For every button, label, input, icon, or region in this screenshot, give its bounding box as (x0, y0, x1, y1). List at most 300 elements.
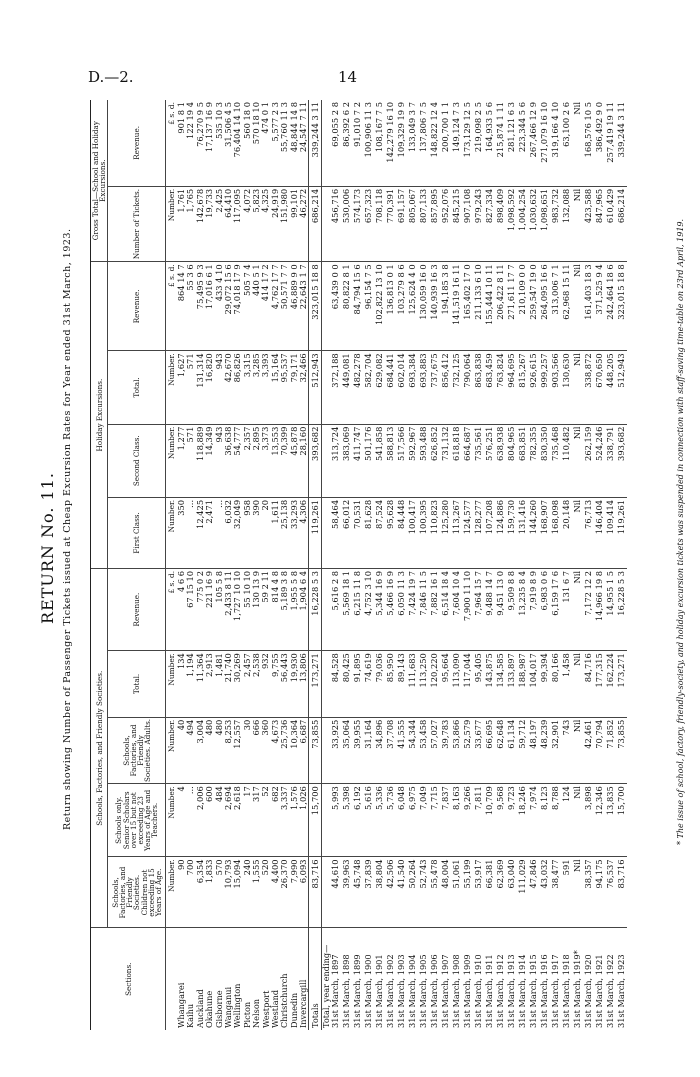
table-cell: 1,904 6 4 (298, 568, 308, 650)
table-cell: 64,410 (223, 186, 232, 262)
row-label: 31st March, 1913 (506, 954, 517, 1028)
table-cell: 79,171 (289, 351, 298, 424)
table-cell: 6,032 (223, 497, 232, 568)
table-cell: 845,215 (451, 186, 462, 262)
table-cell: 10,709 (484, 784, 495, 857)
table-cell: 35,064 (341, 717, 352, 784)
table-cell: 91,895 (352, 651, 363, 718)
table-cell: ... (186, 784, 195, 857)
table-cell: 83,716 (616, 857, 627, 928)
table-cell: 6,192 (352, 784, 363, 857)
table-cell: 323,015 18 8 (308, 262, 321, 351)
table-cell: 600 (205, 784, 214, 857)
table-cell: 80,425 (341, 651, 352, 718)
table-cell: 9,509 8 8 (506, 568, 517, 650)
table-cell: 84,448 (396, 497, 407, 568)
table-cell: 3,004 (195, 717, 204, 784)
table-cell: 15,700 (308, 784, 321, 857)
table-cell: 683,851 (517, 424, 528, 497)
table-cell: 943 (214, 424, 223, 497)
table-cell: 99,101 (289, 186, 298, 262)
table-cell: 6,354 (195, 857, 204, 928)
table-cell: 223,344 5 6 (517, 100, 528, 186)
table-cell: 128,277 (473, 497, 484, 568)
table-cell: 95,628 (385, 497, 396, 568)
table-cell: Number. (166, 186, 177, 262)
table-cell: 146,404 (594, 497, 605, 568)
table-cell: Nil (572, 651, 583, 718)
table-cell: 16,228 5 3 (308, 568, 321, 650)
table-cell: 7,964 15 7 (473, 568, 484, 650)
table-cell: 338,872 (583, 351, 594, 424)
table-cell: 440 5 1 (252, 262, 261, 351)
table-cell: 7,715 (429, 784, 440, 857)
table-cell: 31,164 (363, 717, 374, 784)
sections-header: Sections. (91, 928, 166, 1030)
table-cell: 1,765 (186, 186, 195, 262)
table-cell: 6,975 (407, 784, 418, 857)
table-cell: 52,579 (462, 717, 473, 784)
table-cell: 52 (261, 784, 270, 857)
table-cell: Nil (572, 857, 583, 928)
table-cell: 19,930 (289, 651, 298, 718)
table-cell: 1,030,632 (528, 186, 539, 262)
table-cell: 5,993 (330, 784, 341, 857)
table-cell: 30 (242, 717, 251, 784)
table-cell: 134 (176, 651, 185, 718)
table-row (298, 100, 308, 1030)
table-cell: 964,695 (506, 351, 517, 424)
table-cell: 54,777 (233, 424, 242, 497)
table-cell: 5,577 2 3 (270, 100, 279, 186)
table-cell: 958 (242, 497, 251, 568)
table-cell: 520 (261, 857, 270, 928)
table-cell: 84,794 15 6 (352, 262, 363, 351)
table-row (594, 100, 605, 1030)
table-cell: 591 (561, 857, 572, 928)
table-cell: 132,088 (561, 186, 572, 262)
table-cell: 59,712 (517, 717, 528, 784)
table-row (214, 100, 223, 1030)
table-cell: 151,980 (280, 186, 289, 262)
table-cell (321, 100, 330, 186)
table-cell: 864 14 7 (176, 262, 185, 351)
table-cell: 61,134 (506, 717, 517, 784)
table-cell: 36,638 (223, 424, 232, 497)
table-cell: 952,076 (440, 186, 451, 262)
table-cell: 125,624 4 0 (407, 262, 418, 351)
row-label: Auckland (194, 989, 205, 1028)
row-label: Gisborne (213, 990, 224, 1028)
table-cell: 117,044 (462, 651, 473, 718)
table-cell: 12,557 (233, 717, 242, 784)
table-row (605, 100, 616, 1030)
table-cell: 10,793 (223, 857, 232, 928)
first-class-header: First Class. (108, 497, 166, 568)
table-row (330, 100, 341, 1030)
table-cell: 313,006 7 1 (550, 262, 561, 351)
table-cell: 63,040 (506, 857, 517, 928)
table-cell (321, 262, 330, 351)
table-cell: 73,855 (308, 717, 321, 784)
table-row (280, 100, 289, 1030)
table-cell: 74,619 (363, 651, 374, 718)
table-cell: 570 (214, 857, 223, 928)
table-cell: 87,524 (374, 497, 385, 568)
row-label: 31st March, 1909 (462, 954, 473, 1028)
table-cell: 371,525 9 4 (594, 262, 605, 351)
table-cell: 271,079 16 10 (539, 100, 550, 186)
table-cell: 863,838 (473, 351, 484, 424)
table-cell: 9,266 (462, 784, 473, 857)
row-label: Invercargill (298, 979, 309, 1028)
table-row (484, 100, 495, 1030)
table-cell: 3,315 (242, 351, 251, 424)
table-cell: 530,006 (341, 186, 352, 262)
table-cell: 206,422 8 11 (495, 262, 506, 351)
table-cell: 339,244 3 11 (308, 100, 321, 186)
row-label: 31st March, 1919* (572, 950, 583, 1028)
table-cell: 735,561 (473, 424, 484, 497)
table-row (396, 100, 407, 1030)
table-cell: 143,875 (484, 651, 495, 718)
table-cell: 423,588 (583, 186, 594, 262)
table-cell: 95,405 (473, 651, 484, 718)
table-cell: 39,963 (341, 857, 352, 928)
table-cell: 512,943 (308, 351, 321, 424)
table-cell: 76,270 9 5 (195, 100, 204, 186)
table-cell: 94,175 (594, 857, 605, 928)
table-cell: 907,108 (462, 186, 473, 262)
table-cell: 7,900 11 10 (462, 568, 473, 650)
table-cell: 4,306 (298, 497, 308, 568)
table-cell: 456,716 (330, 186, 341, 262)
table-cell (321, 568, 330, 650)
table-cell: 6,215 11 8 (352, 568, 363, 650)
row-label: Whangarei (176, 982, 186, 1028)
table-cell: 37,839 (363, 857, 374, 928)
table-cell: 20,148 (561, 497, 572, 568)
table-row (473, 100, 484, 1030)
table-cell: 96,154 7 5 (363, 262, 374, 351)
table-cell: 588,813 (385, 424, 396, 497)
table-cell: 5,736 (385, 784, 396, 857)
table-cell: 5,616 (363, 784, 374, 857)
table-cell: 267,466 12 9 (528, 100, 539, 186)
second-class-header: Second Class. (108, 424, 166, 497)
table-cell: 100,906 11 3 (363, 100, 374, 186)
table-cell: 11,364 (195, 651, 204, 718)
table-cell: 983,732 (550, 186, 561, 262)
table-cell: 48,004 (440, 857, 451, 928)
table-cell: 626,852 (429, 424, 440, 497)
table-cell: 15,094 (233, 857, 242, 928)
table-cell: 100,417 (407, 497, 418, 568)
table-cell: 110,482 (561, 424, 572, 497)
gross-revenue-header: Revenue. (108, 100, 166, 186)
table-cell: 242,464 18 6 (605, 262, 616, 351)
table-cell: 2,425 (214, 186, 223, 262)
table-cell: 9,755 (270, 651, 279, 718)
table-row (517, 100, 528, 1030)
table-cell: Number. (166, 424, 177, 497)
page-number: 14 (338, 68, 358, 86)
table-cell: 571 (186, 424, 195, 497)
table-cell: 512,943 (616, 351, 627, 424)
table-row (550, 100, 561, 1030)
table-cell: 70,531 (352, 497, 363, 568)
table-row (270, 100, 279, 1030)
table-cell: 505 7 4 (242, 262, 251, 351)
table-cell: 168,098 (550, 497, 561, 568)
table-cell: 168,576 10 5 (583, 100, 594, 186)
table-cell: 411,747 (352, 424, 363, 497)
table-cell: 979,243 (473, 186, 484, 262)
table-cell: 393,682 (616, 424, 627, 497)
table-cell: 142,279 16 10 (385, 100, 396, 186)
table-cell: 602,014 (396, 351, 407, 424)
table-cell: 1,611 (270, 497, 279, 568)
table-cell: 80,166 (550, 651, 561, 718)
table-cell: 4 (176, 784, 185, 857)
table-cell: 50,571 7 7 (280, 262, 289, 351)
table-cell: 136,813 0 1 (385, 262, 396, 351)
table-cell: 259,547 19 0 (528, 262, 539, 351)
row-label: 31st March, 1903 (396, 954, 407, 1028)
table-cell: Nil (572, 351, 583, 424)
table-cell: 122 19 4 (186, 100, 195, 186)
table-cell: 7,882 16 1 (429, 568, 440, 650)
row-label: Christchurch (279, 973, 290, 1028)
table-cell: 6,093 (298, 857, 308, 928)
excursion-tickets-table (90, 100, 627, 1030)
table-cell: 3,898 (583, 784, 594, 857)
table-cell: 84,528 (330, 651, 341, 718)
table-cell (321, 717, 330, 784)
table-cell: 58,464 (330, 497, 341, 568)
table-cell: 12,425 (195, 497, 204, 568)
row-label: 31st March, 1911 (484, 954, 495, 1028)
table-row (561, 100, 572, 1030)
table-cell: 159,730 (506, 497, 517, 568)
table-cell: 4,762 17 7 (270, 262, 279, 351)
footnote: * The issue of school, factory, friendly-society, and holiday excursion tickets was suspended in connection with staff-saving time-table on 23rd April, 1919. (676, 218, 685, 845)
table-cell: 10,364 (289, 717, 298, 784)
table-cell: 55,760 11 3 (280, 100, 289, 186)
table-row (616, 100, 627, 1030)
table-cell: 17,137 16 9 (205, 100, 214, 186)
table-row (252, 100, 261, 1030)
table-cell: 118,889 (195, 424, 204, 497)
table-cell: 570 18 10 (252, 100, 261, 186)
table-cell: 524,246 (594, 424, 605, 497)
table-cell: 24,919 (270, 186, 279, 262)
table-cell: 535 10 3 (214, 100, 223, 186)
table-cell: 3,373 (261, 424, 270, 497)
adults-header: Schools, Factories, and Friendly Societies. Adults. (108, 717, 166, 784)
table-cell: £ s. d. (166, 262, 177, 351)
table-cell: 592,967 (407, 424, 418, 497)
table-cell: 75,495 9 3 (195, 262, 204, 351)
table-cell: 708,118 (374, 186, 385, 262)
table-cell: 3,393 (261, 351, 270, 424)
table-row (374, 100, 385, 1030)
table-cell (321, 424, 330, 497)
table-cell: 130,630 (561, 351, 572, 424)
table-cell: 142,678 (195, 186, 204, 262)
table-cell: 732,125 (451, 351, 462, 424)
table-cell: 164,933 5 6 (484, 100, 495, 186)
table-cell: 86,826 (233, 351, 242, 424)
table-cell: 103,279 8 6 (396, 262, 407, 351)
table-cell: 9,488 14 7 (484, 568, 495, 650)
table-cell: 5,616 2 8 (330, 568, 341, 650)
table-cell: 38,804 (374, 857, 385, 928)
table-cell: 735,468 (550, 424, 561, 497)
table-row (261, 100, 270, 1030)
table-cell: 8,163 (451, 784, 462, 857)
table-cell: 5,336 (374, 784, 385, 857)
table-cell: 494 (186, 717, 195, 784)
table-cell: 25,138 (280, 497, 289, 568)
table-cell: 54,344 (407, 717, 418, 784)
row-label (166, 928, 177, 1030)
table-cell: 240 (242, 857, 251, 928)
table-cell: Nil (572, 100, 583, 186)
table-row (462, 100, 473, 1030)
table-cell: 141,519 16 11 (451, 262, 462, 351)
table-cell: 1,955 5 8 (289, 568, 298, 650)
table-cell: 386,492 9 0 (594, 100, 605, 186)
table-cell: 131,314 (195, 351, 204, 424)
table-cell: 7,846 11 5 (418, 568, 429, 650)
row-label: Westland (269, 989, 280, 1028)
table-cell: 137,806 7 5 (418, 100, 429, 186)
table-cell: 7,049 (418, 784, 429, 857)
row-label: Wellington (232, 983, 243, 1028)
table-row (539, 100, 550, 1030)
table-cell: 45,878 (289, 424, 298, 497)
table-row (195, 100, 204, 1030)
row-label: Dunedin (288, 992, 299, 1028)
table-row (186, 100, 195, 1030)
table-cell: 111,683 (407, 651, 418, 718)
table-cell: 449,081 (341, 351, 352, 424)
table-cell: 5,823 (252, 186, 261, 262)
table-cell: 323,015 18 8 (616, 262, 627, 351)
table-cell: 74,018 17 9 (233, 262, 242, 351)
table-cell: 38,357 (583, 857, 594, 928)
page-code: D.—2. (88, 68, 134, 86)
holiday-group-header: Holiday Excursions. (91, 262, 108, 569)
table-cell: 815,267 (517, 351, 528, 424)
table-row (440, 100, 451, 1030)
table-cell: ... (214, 497, 223, 568)
table-cell: 814 4 8 (270, 568, 279, 650)
table-cell: Nil (572, 497, 583, 568)
table-cell: 3,285 (252, 351, 261, 424)
table-cell: 2,457 (242, 651, 251, 718)
table-cell: 691,157 (396, 186, 407, 262)
table-cell: 30,269 (233, 651, 242, 718)
table-cell (321, 651, 330, 718)
table-cell: 53,866 (451, 717, 462, 784)
table-cell (321, 351, 330, 424)
table-cell: 55,199 (462, 857, 473, 928)
table-cell: 629,082 (374, 351, 385, 424)
row-label: 31st March, 1915 (528, 954, 539, 1028)
table-cell: 33,925 (330, 717, 341, 784)
table-cell: 618,818 (451, 424, 462, 497)
table-cell: 162,224 (605, 651, 616, 718)
table-cell: 48,239 (539, 717, 550, 784)
row-label: 31st March, 1898 (341, 954, 352, 1028)
table-cell: 1,481 (214, 651, 223, 718)
table-cell: 111,029 (517, 857, 528, 928)
schools-revenue-header: Revenue. (108, 568, 166, 650)
table-row (583, 100, 594, 1030)
table-cell: 737,675 (429, 351, 440, 424)
table-cell: 576,251 (484, 424, 495, 497)
table-cell: 105 5 8 (214, 568, 223, 650)
row-label: Westport (260, 990, 271, 1028)
table-cell: 130 13 9 (252, 568, 261, 650)
table-cell: 1,004,254 (517, 186, 528, 262)
table-cell: 827,334 (484, 186, 495, 262)
table-cell: 125,280 (440, 497, 451, 568)
table-cell: Number. (166, 717, 177, 784)
table-cell: 120,220 (429, 651, 440, 718)
table-row (385, 100, 396, 1030)
table-cell: 211,133 6 10 (473, 262, 484, 351)
table-row (363, 100, 374, 1030)
table-cell: 257,419 19 11 (605, 100, 616, 186)
table-cell: 148,822 12 4 (429, 100, 440, 186)
table-cell: 55,478 (429, 857, 440, 928)
table-cell: 5,569 18 1 (341, 568, 352, 650)
table-cell: 173,129 12 5 (462, 100, 473, 186)
table-row (242, 100, 251, 1030)
table-cell: 683,459 (484, 351, 495, 424)
row-label: 31st March, 1897 (330, 954, 341, 1028)
table-cell: 34,896 (374, 717, 385, 784)
table-cell: 666 (252, 717, 261, 784)
table-cell: 42,461 (583, 717, 594, 784)
table-cell: 69,055 2 8 (330, 100, 341, 186)
table-cell: 17,016 6 1 (205, 262, 214, 351)
table-cell: 20 (261, 497, 270, 568)
table-cell: 571 (186, 351, 195, 424)
return-title: RETURN No. 11. (38, 472, 57, 624)
table-cell: 66,695 (484, 717, 495, 784)
table-cell: 45,748 (352, 857, 363, 928)
table-cell: 42,506 (385, 857, 396, 928)
row-label: Okahune (204, 990, 215, 1028)
row-label: Wanganui (222, 986, 233, 1028)
table-row (233, 100, 242, 1030)
table-cell: 390 (252, 497, 261, 568)
table-cell: 360 (261, 717, 270, 784)
table-cell: 14,349 (205, 424, 214, 497)
table-cell: 188,987 (517, 651, 528, 718)
table-cell: Number. (166, 784, 177, 857)
gross-number-header: Number of Tickets. (108, 186, 166, 262)
table-cell: 393,682 (308, 424, 321, 497)
table-cell: 2,694 (223, 784, 232, 857)
row-label: 31st March, 1916 (539, 954, 550, 1028)
table-cell: 2,471 (205, 497, 214, 568)
table-cell: £ s. d. (166, 568, 177, 650)
